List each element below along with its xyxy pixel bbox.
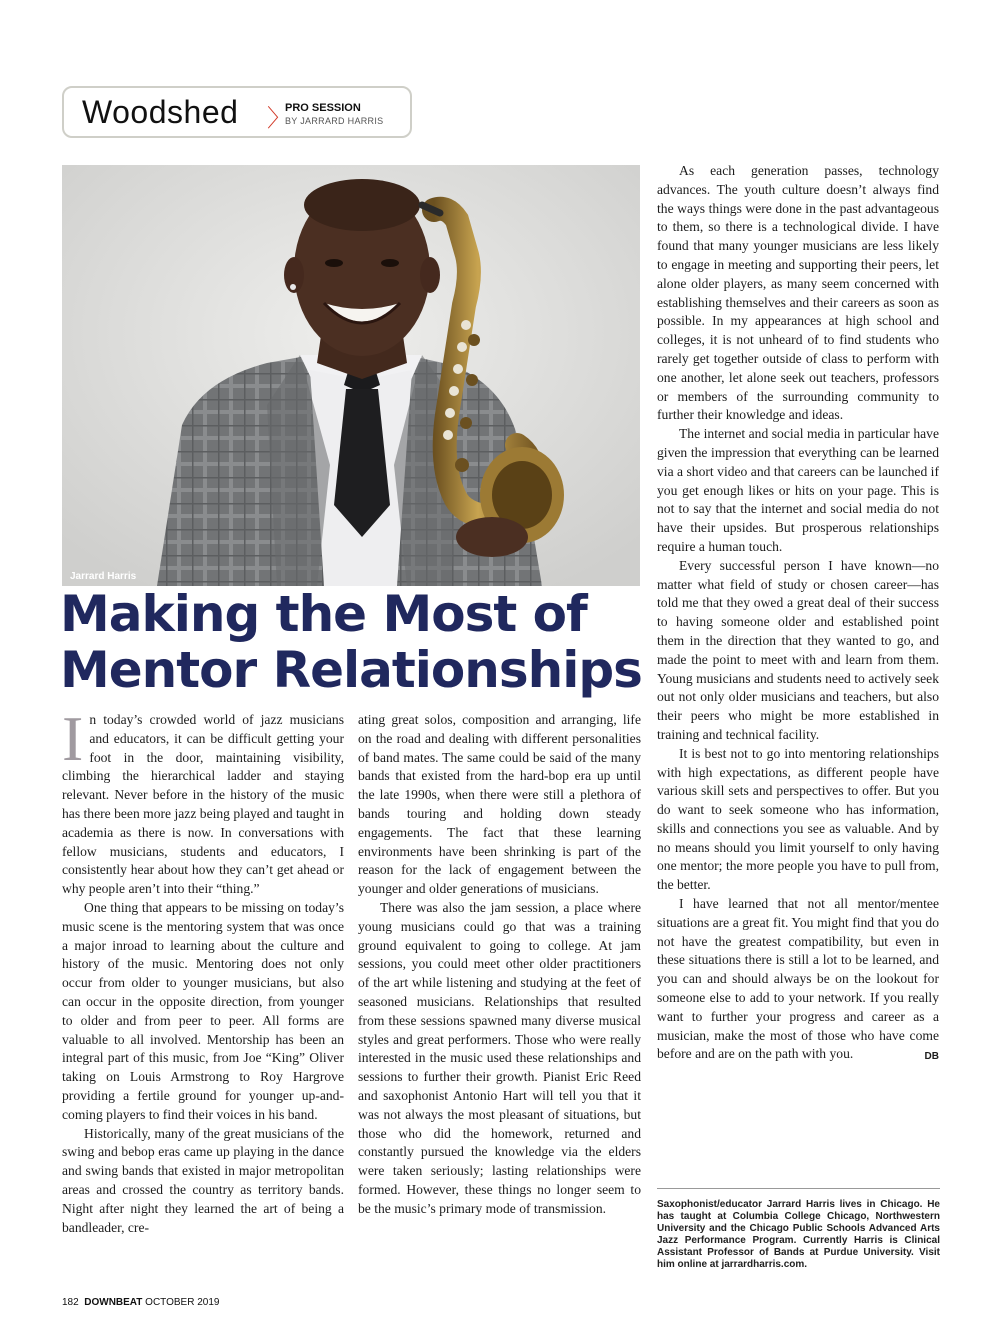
byline: BY JARRARD HARRIS (285, 116, 384, 126)
photo-caption: Jarrard Harris (70, 571, 137, 582)
paragraph (62, 703, 344, 899)
bio-divider (657, 1188, 940, 1189)
paragraph: There was also the jam session, a place where young musicians could go that was a training ground equivalent to going to college. At jam sessions, you could meet other older practitioners of the art while listening and studying at the feet of seasoned musicians. Relationships that resulted from these sessions spawned many diverse musical styles and great performers. Those who were really interested in the music used these relationships and sessions to further their growth. Pianist Eric Reed and saxophonist Antonio Hart will tell you that it was not always the most pleasant of situations, but those who did the homework, returned and constantly pursued the knowledge via the elders were taken seriously; lasting relationships were formed. However, these things no longer seem to be the music’s primary mode of transmission. (358, 899, 641, 1216)
magazine-name: DOWNBEAT (84, 1297, 143, 1308)
section-tag (62, 86, 412, 138)
end-mark: DB (924, 1051, 939, 1063)
paragraph: One thing that appears to be missing on today’s music scene is the mentoring system that was once a major inroad to learning about the culture and history of the music. Mentoring does not only occur from older to younger musicians, but also can occur in the opposite direction, from younger to older and from peer to peer. All forms are valuable to all involved. Mentorship has been an integral part of this music, from Joe “King” Oliver taking on Louis Armstrong to Roy Hargrove providing a fertile ground for younger up-and-coming players to find their voices in his band. (62, 899, 344, 1122)
headline-line: Mentor Relationships (60, 641, 642, 699)
page-number: 182 (62, 1297, 79, 1308)
section-name: Woodshed (82, 94, 239, 130)
paragraph: As each generation passes, technology advances. The youth culture doesn’t always find the ways things were done in the past advantageous to them, so there is a technological divide. I have found that many younger musicians are less likely to engage in meeting and supporting their peers, let alone older players, as many seem concerned with establishing themselves and their careers as soon as possible. In my appearances at high school and colleges, it is not unheard of to find students who rarely get together outside of class to perform with one another, let alone seek out teachers, professors or members of the surrounding community to further their knowledge and ideas. (657, 163, 939, 423)
drop-cap: I (62, 703, 84, 774)
paragraph: Every successful person I have known—no matter what field of study or chosen career—has told me that they owed a great deal of their success to having someone older and established point them in the direction that they wanted to go, and made the point to meet with and learn from them. Young musicians and students need to actively seek out not only older musicians and teachers, but also their peers who might be more established in training and technical facility. (657, 557, 939, 742)
chevron-right-icon: 〉 (267, 105, 291, 132)
paragraph: The internet and social media in particular have given the impression that everything can be learned via a short video and that careers can be launched if you get enough likes or hits on your page. This is not to say that the internet and social media do not have their upsides. But prosperous relationships require a human touch. (657, 426, 939, 554)
saxophonist-portrait-illustration (62, 165, 640, 586)
paragraph (657, 895, 939, 1064)
page-folio (62, 1297, 219, 1308)
article-headline (60, 586, 650, 698)
body-column-3 (657, 162, 939, 1067)
headline-line: Making the Most of (60, 585, 587, 643)
paragraph: Historically, many of the great musicians of the swing and bebop eras came up playing in the dance and swing bands that existed in major metropolitan areas and crossed the country as territory bands. Night after night they learned the art of being a bandleader, cre- (62, 1125, 344, 1235)
body-column-2 (358, 711, 641, 1219)
paragraph: ating great solos, composition and arranging, life on the road and dealing with different personalities of band mates. The same could be said of the many bands that existed from the hard-bop era up until the late 1990s, when there were still a plethora of bands touring and holding down steady engagements. The fact that these learning environments have been shrinking is part of the reason for the lack of engagement between the younger and older generations of musicians. (358, 712, 641, 897)
paragraph-text: n today’s crowded world of jazz musicians and educators, it can be difficult getting your foot in the door, maintaining visibility, climbing the hierarchical ladder and staying relevant. Never before in the history of the music has there been more jazz being played and taught in academia as there is now. In conversations with fellow musicians, students and educators, I consistently hear about how they can’t get ahead or why people aren’t into their “thing.” (62, 712, 344, 897)
paragraph: It is best not to go into mentoring relationships with high expectations, as different people have various skill sets and perspectives to offer. But you do want to seek someone who has information, skills and connections you see as valuable. And by no means should you limit yourself to only having one mentor; the more people you have to pull from, the better. (657, 745, 939, 893)
section-label: PRO SESSION (285, 102, 361, 114)
body-column-1 (62, 703, 344, 1237)
article-photo (62, 165, 640, 586)
author-bio: Saxophonist/educator Jarrard Harris lives in Chicago. He has taught at Columbia College Chicago, Northwestern University and the Chicago Public Schools Advanced Arts Jazz Performance Program. Currently Harris is Clinical Assistant Professor of Bands at Purdue University. Visit him online at jarrardharris.com. (657, 1199, 940, 1270)
paragraph-text: I have learned that not all mentor/mentee situations are a great fit. You might find that you do not have the greatest compatibility, but even in these situations there is still a lot to be learned, and you can and should always be on the lookout for someone else to add to your network. If you really want to further your progress and career as a musician, make the most of those who have come before and are on the path with you. (657, 896, 939, 1062)
issue-date: OCTOBER 2019 (145, 1297, 220, 1308)
